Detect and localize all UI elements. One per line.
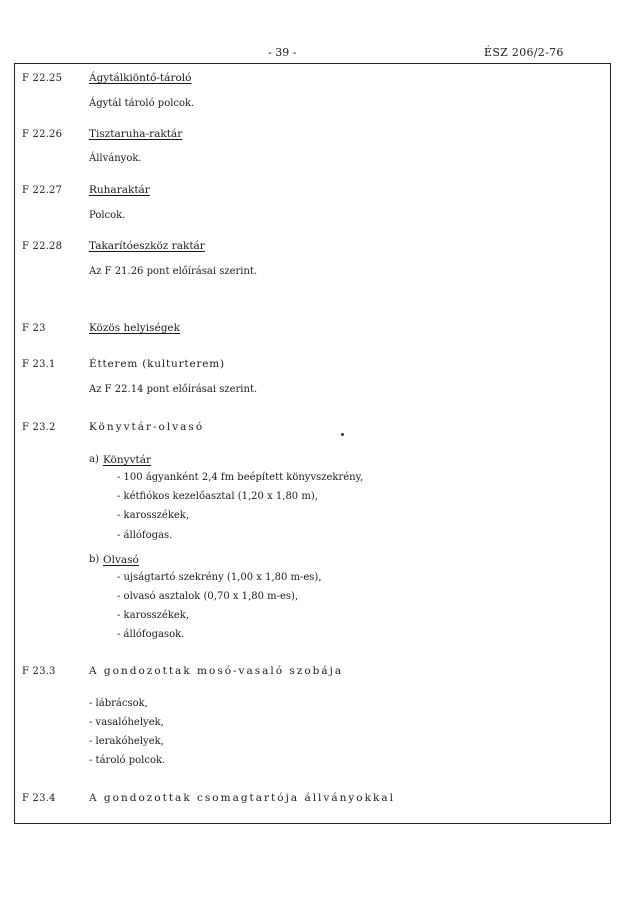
section-body: Polcok.: [89, 210, 126, 221]
section-title: A gondozottak mosó-vasaló szobája: [89, 665, 344, 677]
section-code: F 22.26: [22, 129, 63, 140]
document-reference: ÉSZ 206/2-76: [484, 46, 564, 59]
section-body: Állványok.: [89, 153, 142, 164]
list-item: - 100 ágyanként 2,4 fm beépített könyvszekrény,: [117, 472, 364, 483]
section-code: F 22.28: [22, 241, 63, 252]
section-code: F 22.27: [22, 185, 63, 196]
section-code: F 23.1: [22, 359, 56, 370]
section-body: Ágytál tároló polcok.: [89, 98, 195, 109]
subsection-title: Könyvtár: [103, 454, 152, 466]
section-title: Ruharaktár: [89, 184, 150, 196]
list-item: - tároló polcok.: [89, 755, 166, 766]
section-code: F 23.3: [22, 666, 56, 677]
list-item: - karosszékek,: [117, 610, 190, 621]
list-item: - állófogas.: [117, 530, 173, 541]
section-code: F 23.4: [22, 793, 56, 804]
section-code: F 23.2: [22, 422, 56, 433]
list-item: - lerakóhelyek,: [89, 736, 164, 747]
list-item: - vasalóhelyek,: [89, 717, 164, 728]
subsection-prefix: a): [89, 454, 99, 465]
list-item: - kétfiókos kezelőasztal (1,20 x 1,80 m),: [117, 491, 318, 502]
list-item: - olvasó asztalok (0,70 x 1,80 m-es),: [117, 591, 299, 602]
section-title: Étterem (kulturterem): [89, 358, 225, 370]
list-item: - lábrácsok,: [89, 698, 148, 709]
section-title: Ágytálkiöntő-tároló: [89, 72, 192, 84]
section-code: F 23: [22, 323, 46, 334]
content-frame: [14, 63, 611, 824]
section-title: Könyvtár-olvasó: [89, 421, 205, 433]
section-body: Az F 21.26 pont előírásai szerint.: [89, 266, 258, 277]
list-item: - karosszékek,: [117, 510, 190, 521]
page-number: - 39 -: [268, 46, 297, 59]
subsection-prefix: b): [89, 554, 100, 565]
section-title: Takarítóeszköz raktár: [89, 240, 205, 252]
section-code: F 22.25: [22, 73, 63, 84]
section-title: A gondozottak csomagtartója állványokkal: [89, 792, 395, 804]
section-body: Az F 22.14 pont előírásai szerint.: [89, 384, 258, 395]
section-title: Tisztaruha-raktár: [89, 128, 183, 140]
list-item: - ujságtartó szekrény (1,00 x 1,80 m-es),: [117, 572, 322, 583]
stray-mark: [341, 433, 344, 436]
subsection-title: Olvasó: [103, 554, 139, 566]
section-title: Közös helyiségek: [89, 322, 180, 334]
list-item: - állófogasok.: [117, 629, 185, 640]
